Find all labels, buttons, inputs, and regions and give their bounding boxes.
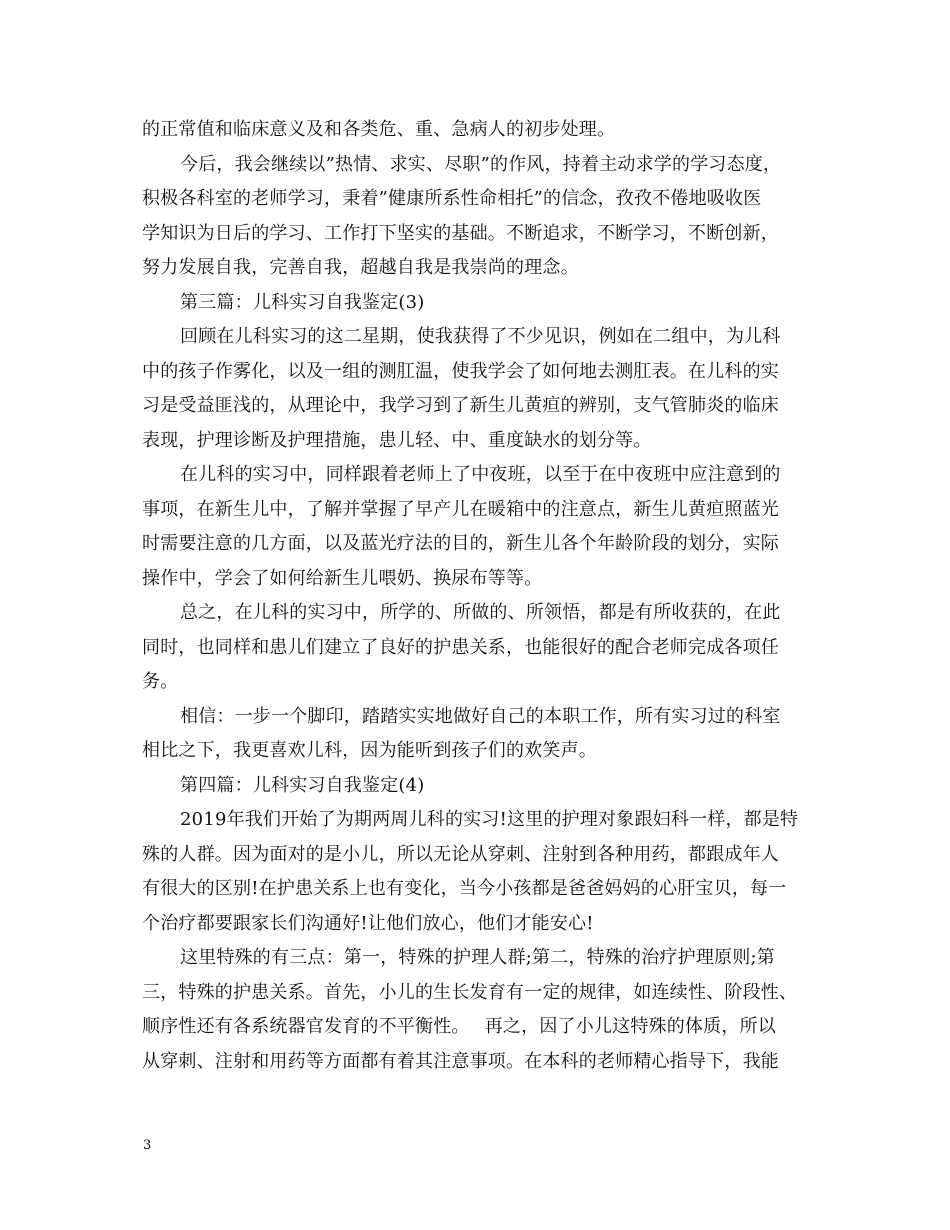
paragraph-start-line: 在儿科的实习中，同样跟着老师上了中夜班，以至于在中夜班中应注意到的 — [180, 464, 781, 485]
document-body — [142, 113, 832, 1079]
paragraph-start-line: 回顾在儿科实习的这二星期，使我获得了不少见识，例如在二组中，为儿科 — [180, 326, 781, 347]
text-line: 殊的人群。因为面对的是小儿，所以无论从穿刺、注射到各种用药，都跟成年人 — [142, 843, 779, 865]
text-line: 事项，在新生儿中，了解并掌握了早产儿在暖箱中的注意点，新生儿黄疸照蓝光 — [142, 498, 779, 520]
section-heading: 第三篇：儿科实习自我鉴定(3) — [180, 291, 425, 313]
text-line: 同时，也同样和患儿们建立了良好的护患关系，也能很好的配合老师完成各项任 — [142, 636, 779, 658]
text-line: 的正常值和临床意义及和各类危、重、急病人的初步处理。 — [142, 119, 616, 140]
section-heading: 第四篇：儿科实习自我鉴定(4) — [180, 774, 425, 796]
text-line: 努力发展自我，完善自我，超越自我是我崇尚的理念。 — [142, 257, 579, 278]
text-line: 顺序性还有各系统器官发育的不平衡性。 再之，因了小儿这特殊的体质，所以 — [142, 1016, 776, 1037]
paragraph-start-line: 2019年我们开始了为期两周儿科的实习!这里的护理对象跟妇科一样，都是特 — [180, 809, 799, 830]
text-line: 习是受益匪浅的，从理论中，我学习到了新生儿黄疸的辨别，支气管肺炎的临床 — [142, 395, 779, 416]
paragraph-start-line: 这里特殊的有三点：第一，特殊的护理人群;第二，特殊的治疗护理原则;第 — [180, 947, 775, 968]
text-line: 学知识为日后的学习、工作打下坚实的基础。不断追求，不断学习，不断创新， — [142, 222, 779, 244]
text-line: 时需要注意的几方面，以及蓝光疗法的目的，新生儿各个年龄阶段的划分，实际 — [142, 533, 779, 554]
text-line: 操作中，学会了如何给新生儿喂奶、换尿布等等。 — [142, 567, 543, 589]
paragraph-start-line: 今后，我会继续以”热情、求实、尽职”的作风，持着主动求学的学习态度， — [180, 153, 782, 175]
text-line: 有很大的区别!在护患关系上也有变化，当今小孩都是爸爸妈妈的心肝宝贝，每一 — [142, 878, 787, 899]
paragraph-start-line: 总之，在儿科的实习中，所学的、所做的、所领悟，都是有所收获的，在此 — [180, 602, 781, 623]
text-line: 三，特殊的护患关系。首先，小儿的生长发育有一定的规律，如连续性、阶段性、 — [142, 981, 798, 1003]
text-line: 个治疗都要跟家长们沟通好!让他们放心，他们才能安心! — [142, 912, 594, 934]
text-line: 务。 — [142, 671, 179, 692]
text-line: 表现，护理诊断及护理措施，患儿轻、中、重度缺水的划分等。 — [142, 429, 652, 451]
text-line: 相比之下，我更喜欢儿科，因为能听到孩子们的欢笑声。 — [142, 740, 597, 761]
text-line: 从穿刺、注射和用药等方面都有着其注意事项。在本科的老师精心指导下，我能 — [142, 1050, 779, 1072]
paragraph-start-line: 相信：一步一个脚印，踏踏实实地做好自己的本职工作，所有实习过的科室 — [180, 705, 781, 727]
page-number: 3 — [143, 1138, 152, 1153]
text-line: 中的孩子作雾化，以及一组的测肛温，使我学会了如何地去测肛表。在儿科的实 — [142, 360, 779, 382]
text-line: 积极各科室的老师学习，秉着”健康所系性命相托”的信念，孜孜不倦地吸收医 — [142, 188, 762, 209]
